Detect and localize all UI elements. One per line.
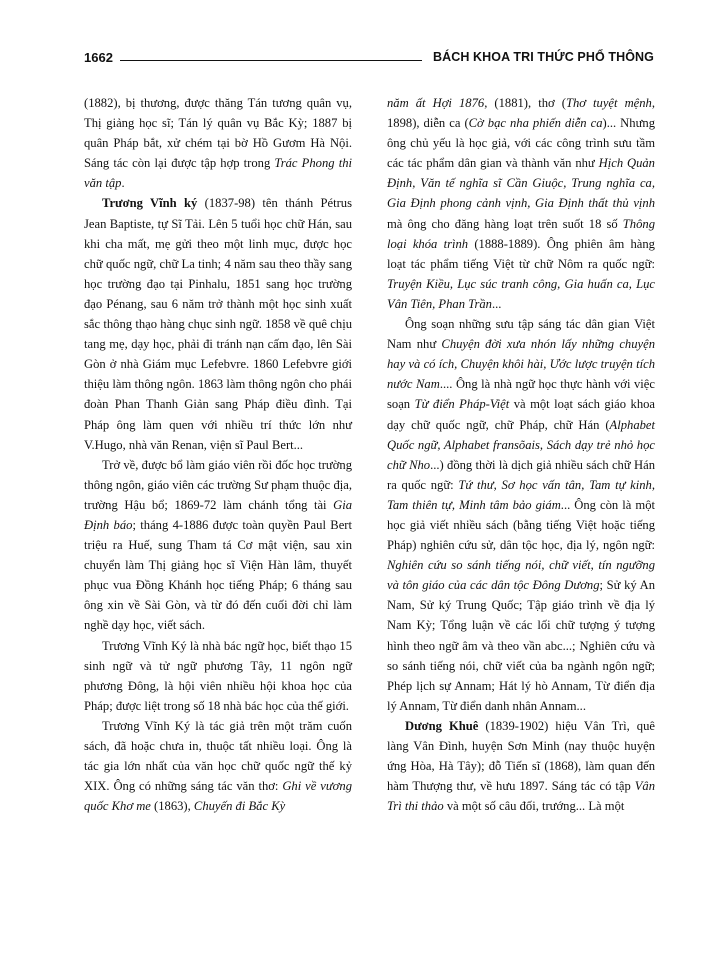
italic-title: Gia Định báo [84, 497, 352, 532]
italic-title: Tứ thư, Sơ học vấn tân, Tam tự kinh, Tam thiên tự, Minh tâm bảo giám [387, 477, 655, 512]
italic-title: Hịch Quản Định, Văn tế nghĩa sĩ Cần Giuộc, Trung nghĩa ca, Gia Định phong cảnh vịnh, Gia Định thất thủ vịnh [387, 156, 655, 211]
text-run: ... [491, 296, 502, 311]
text-run: Trở về, được bổ làm giáo viên rồi đốc học trường thông ngôn, giáo viên các trường Sư phạm thuộc địa, trường Hậu bổ; 1869-72 làm chánh tổng tài [84, 457, 352, 512]
text-run: ; Sử ký An Nam, Sử ký Trung Quốc; Tập giáo trình về địa lý Nam Kỳ; Tổng luận về các lối chữ tượng ý tượng hình theo ngữ âm và theo vần abc...; Nghiên cứu và so sánh tiếng nói, chữ viết của ba ngành ngôn ngữ; Phép lịch sự Annam; Hát lý hò Annam, Từ điển địa lý Annam, Từ điển danh nhân Annam... [387, 578, 655, 713]
italic-title: Vân Trì thi thảo [387, 779, 655, 814]
paragraph-works-continuation [387, 93, 655, 314]
text-run: (1882), bị thương, được thăng Tán tương quân vụ, Thị giảng học sĩ; Tán lý quân vụ Bắc Kỳ; 1887 bị quân Pháp bắt, xử chém tại bờ Hồ Gươm Hà Nội. Sáng tác còn lại được tập hợp trong [84, 96, 352, 171]
paragraph-truong-vinh-ky-linguist [84, 636, 352, 716]
text-run: Trương Vĩnh Ký là tác giả trên một trăm cuốn sách, đã hoặc chưa in, thuộc tất nhiều loại. Ông là tác gia lớn nhất của văn học chữ quốc ngữ thế kỷ XIX. Ông có những sáng tác văn thơ: [84, 718, 352, 794]
italic-title: Chuyện đời xưa nhón lấy những chuyện hay và có ích, Chuyện khôi hài, Ước lược truyện tích nước Nam [387, 337, 655, 392]
text-run: ; tháng 4-1886 được toàn quyền Paul Bert triệu ra Huế, sung Tham tá Cơ mật viện, sau xin chuyển làm Thị giảng học sĩ Viện Hàn lâm, thuyết phục vua Đồng Khánh học tiếng Pháp; 6 tháng sau ông xin về Sài Gòn, và từ đó đến cuối đời chỉ làm nghề dạy học, viết sách. [84, 517, 352, 633]
right-column [387, 93, 655, 816]
text-run: . [121, 176, 125, 191]
italic-title: Từ điển Pháp-Việt [414, 397, 510, 412]
paragraph-truong-vinh-ky-works [84, 716, 352, 816]
italic-title: Chuyến đi Bắc Kỳ [193, 799, 286, 814]
page-number: 1662 [84, 50, 113, 65]
italic-title: Nghiên cứu so sánh tiếng nói, chữ viết, tín ngưỡng và tôn giáo của các dân tộc Đông Dương [387, 558, 655, 593]
text-run: , 1898), diễn ca ( [387, 96, 656, 131]
text-run: (1837-98) tên thánh Pétrus Jean Baptiste, tự Sĩ Tải. Lên 5 tuổi học chữ Hán, sau khi cha mất, mẹ gửi theo một linh mục, được học chữ quốc ngữ, chữ La tinh; 4 năm sau theo thầy sang học trường đạo tại Pinhalu, 1851 sang học trường đạo Pénang, sau 6 năm trở thành một học sinh xuất sắc thông thạo hàng chục sinh ngữ. 1858 về quê chịu tang mẹ, dạy học, phải đi tránh nạn cấm đạo, lên Sài Gòn ở nhà Giám mục Lefebvre. 1860 Lefebvre giới thiệu làm thông ngôn. 1863 làm thông ngôn cho phái đoàn Phan Thanh Giản sang Pháp điều đình. Tại Pháp ông làm quen với nhiều trí thức lớn như V.Hugo, nhà văn Renan, viện sĩ Paul Bert... [84, 196, 353, 452]
text-run: mà ông cho đăng hàng loạt trên suốt 18 số [387, 216, 623, 231]
italic-title: Thông loại khóa trình [387, 216, 655, 251]
text-run: và một loạt sách giáo khoa dạy chữ quốc ngữ, chữ Pháp, chữ Hán ( [387, 397, 656, 432]
paragraph-folk-collections [387, 314, 655, 716]
paragraph-duong-khue-bio [387, 716, 655, 816]
paragraph-truong-vinh-ky-bio [84, 193, 352, 454]
italic-title: Cờ bạc nha phiến diễn ca [468, 116, 603, 131]
header-rule [120, 60, 422, 61]
italic-title: Truyện Kiều, Lục súc tranh công, Gia huấn ca, Lục Vân Tiên, Phan Trần [387, 276, 655, 311]
text-run: ...) đồng thời là dịch giả nhiều sách chữ Hán ra quốc ngữ: [387, 457, 655, 492]
italic-title: Alphabet Quốc ngữ, Alphabet fransõais, Sách dạy trẻ nhỏ học chữ Nho [387, 417, 655, 472]
italic-title: năm ất Hợi 1876 [387, 96, 485, 110]
text-run: (1839-1902) hiệu Vân Trì, quê làng Vân Đình, huyện Sơn Minh (nay thuộc huyện ứng Hòa, Hà Tây); đỗ Tiến sĩ (1868), làm quan đến hàm Thượng thư, về hưu 1897. Sáng tác có tập [387, 718, 655, 794]
entry-heading: Dương Khuê [405, 718, 479, 733]
italic-title: Trác Phong thi văn tập [84, 156, 352, 191]
text-run: .... Ông là nhà ngữ học thực hành với việc soạn [387, 377, 655, 412]
text-run: Ông soạn những sưu tập sáng tác dân gian Việt Nam như [387, 317, 655, 352]
text-run: ... Ông còn là một học giả viết nhiều sách (bằng tiếng Việt hoặc tiếng Pháp) nghiên cứu sử, dân tộc học, địa lý, ngôn ngữ: [387, 497, 655, 553]
text-run: (1863), [150, 799, 194, 814]
text-run: (1888-1889). Ông phiên âm hàng loạt tác phẩm tiếng Việt từ chữ Nôm ra quốc ngữ: [387, 236, 655, 271]
text-run: Trương Vĩnh Ký là nhà bác ngữ học, biết thạo 15 sinh ngữ và tử ngữ phương Tây, 11 ngôn ngữ phương Đông, là hội viên nhiều hội khoa học của Pháp; được liệt trong số 18 nhà bác học của thế giới. [84, 638, 352, 713]
entry-heading: Trương Vĩnh ký [102, 196, 198, 211]
italic-title: Thơ tuyệt mệnh [565, 96, 652, 110]
italic-title: Ghi về vương quốc Khơ me [84, 779, 352, 814]
paragraph-quan-vu-continuation [84, 93, 352, 193]
text-run: , (1881), thơ ( [484, 96, 566, 110]
text-run: và một số câu đối, trướng... Là một [443, 799, 625, 814]
paragraph-truong-vinh-ky-career [84, 455, 352, 636]
page-header [84, 50, 654, 70]
text-run: )... Nhưng ông chủ yếu là học giả, với các công trình sưu tầm các tác phẩm dân gian và thành văn như [387, 116, 655, 171]
book-title: BÁCH KHOA TRI THỨC PHỔ THÔNG [432, 50, 654, 64]
left-column [84, 93, 352, 816]
